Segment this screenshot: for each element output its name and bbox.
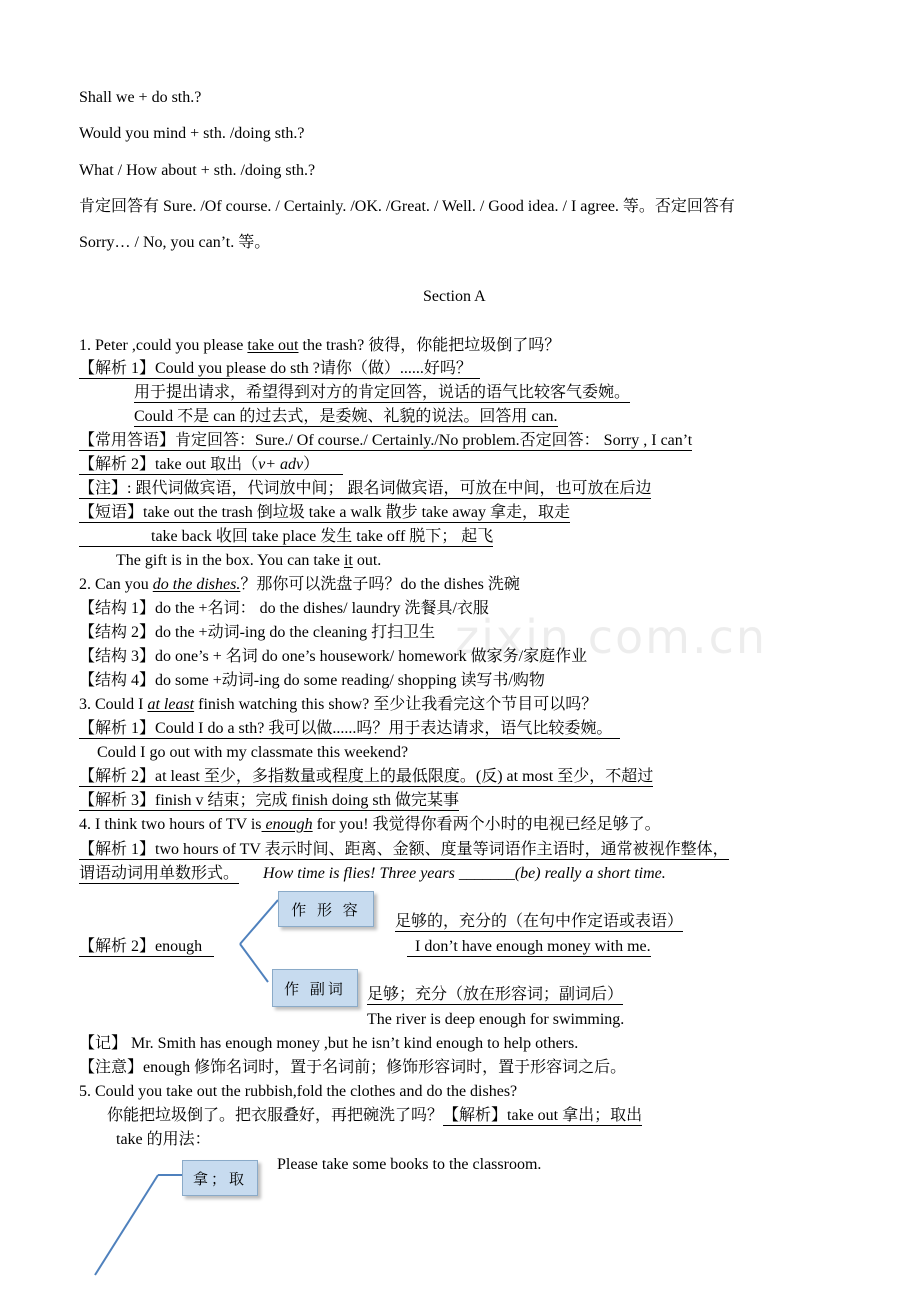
q1-analysis-2-italic: v+ adv — [258, 456, 304, 473]
q1-keyword: take out — [247, 337, 299, 354]
q4-pre: 4. I think two hours of TV is — [79, 816, 262, 833]
q1-analysis-1c-text: Could 不是 can 的过去式，是委婉、礼貌的说法。回答用 can. — [134, 408, 558, 425]
q1-common-answers — [79, 431, 692, 451]
q3-analysis-1-text: 【解析 1】Could I do a sth? 我可以做......吗？用于表达请求，语气比较委婉。 — [79, 720, 613, 737]
q1-note — [79, 479, 651, 499]
q4-memo: 【记】 Mr. Smith has enough money ,but he isn’t kind enough to help others. — [79, 1035, 579, 1052]
q1-analysis-1b — [134, 383, 630, 403]
q2-structure-3: 【结构 3】do one’s + 名词 do one’s housework/ homework 做家务/家庭作业 — [79, 648, 588, 665]
q3-analysis-3 — [79, 791, 459, 811]
intro-line-1: Shall we + do sth.? — [79, 89, 202, 106]
q3-pre: 3. Could I — [79, 696, 148, 713]
q5-take-example: Please take some books to the classroom. — [277, 1156, 542, 1173]
q4-analysis-2 — [79, 937, 214, 957]
q2-structure-2: 【结构 2】do the +动词-ing do the cleaning 打扫卫生 — [79, 624, 436, 641]
q2-pre: 2. Can you — [79, 576, 153, 593]
q4-keyword: enough — [261, 816, 313, 833]
q3-analysis-2-text: 【解析 2】at least 至少，多指数量或程度上的最低限度。(反) at most 至少，不超过 — [79, 768, 654, 785]
take-box: 拿；取 — [182, 1160, 258, 1196]
q3-sentence — [79, 695, 597, 715]
q1-example-pre: The gift is in the box. You can take — [116, 552, 344, 569]
q1-post: the trash? 彼得，你能把垃圾倒了吗？ — [298, 337, 561, 354]
q3-analysis-3-text: 【解析 3】finish v 结束；完成 finish doing sth 做完某事 — [79, 792, 460, 809]
q4-attention: 【注意】enough 修饰名词时，置于名词前；修饰形容词时，置于形容词之后。 — [79, 1059, 627, 1076]
q4-analysis-1b — [79, 864, 666, 884]
q2-post: ？那你可以洗盘子吗？do the dishes 洗碗 — [240, 576, 520, 593]
q1-analysis-1-text: 【解析 1】Could you please do sth ?请你（做）......好吗？ — [79, 360, 472, 377]
q4-analysis-1b-text: 谓语动词用单数形式。 — [79, 865, 240, 882]
q3-example: Could I go out with my classmate this weekend? — [97, 744, 409, 761]
q4-analysis-1-example: How time is flies! Three years _______(be) really a short time. — [263, 865, 666, 882]
q5-sentence: 5. Could you take out the rubbish,fold the clothes and do the dishes? — [79, 1083, 518, 1100]
q1-common-answers-text: 【常用答语】肯定回答：Sure./ Of course./ Certainly./No problem.否定回答： Sorry , I can’t — [79, 432, 693, 449]
q4-adj-definition-text: 足够的，充分的（在句中作定语或表语） — [395, 913, 684, 930]
q4-analysis-2-text: 【解析 2】enough — [79, 938, 203, 955]
connector-line-take-diag — [95, 1175, 158, 1275]
q1-analysis-1 — [79, 359, 480, 379]
q1-phrases-2 — [79, 527, 493, 547]
q1-analysis-1c — [134, 407, 558, 427]
q1-example-keyword: it — [343, 552, 353, 569]
q2-keyword: do the dishes. — [152, 576, 241, 593]
q4-analysis-1a-text: 【解析 1】two hours of TV 表示时间、距离、金额、度量等词语作主语时，通常被视作整体， — [79, 841, 729, 858]
q4-adv-example: The river is deep enough for swimming. — [367, 1011, 625, 1028]
q4-sentence — [79, 815, 661, 835]
adverb-box: 作 副词 — [272, 969, 358, 1007]
q1-analysis-2-pre: 【解析 2】take out 取出（ — [79, 456, 259, 473]
q1-analysis-1b-text: 用于提出请求，希望得到对方的肯定回答，说话的语气比较客气委婉。 — [134, 384, 631, 401]
intro-line-3: What / How about + sth. /doing sth.? — [79, 162, 316, 179]
q1-example — [116, 551, 381, 571]
q1-sentence — [79, 336, 560, 356]
q1-example-post: out. — [352, 552, 382, 569]
q1-phrases-1 — [79, 503, 570, 523]
q1-note-text: 【注】: 跟代词做宾语，代词放中间； 跟名词做宾语，可放在中间，也可放在后边 — [79, 480, 652, 497]
q1-analysis-2-post: ） — [303, 456, 320, 473]
intro-line-5: Sorry… / No, you can’t. 等。 — [79, 234, 271, 251]
connector-line-adj — [240, 900, 278, 944]
q3-post: finish watching this show? 至少让我看完这个节目可以吗？ — [194, 696, 598, 713]
q1-analysis-2 — [79, 455, 343, 475]
q3-analysis-1 — [79, 719, 620, 739]
intro-line-2: Would you mind + sth. /doing sth.? — [79, 125, 305, 142]
q4-adv-definition-text: 足够；充分（放在形容词；副词后） — [367, 986, 624, 1003]
q2-structure-4: 【结构 4】do some +动词-ing do some reading/ shopping 读写书/购物 — [79, 672, 545, 689]
watermark: zixin.com.cn — [455, 610, 768, 664]
q1-phrases-2-text: take back 收回 take place 发生 take off 脱下； 起飞 — [151, 528, 494, 545]
section-title: Section A — [423, 288, 486, 305]
q4-adj-definition — [395, 912, 683, 932]
q4-adv-definition — [367, 985, 623, 1005]
q5-translation-text: 你能把垃圾倒了。把衣服叠好，再把碗洗了吗？ — [107, 1107, 444, 1124]
connector-line-adv — [240, 944, 268, 982]
q4-adj-example — [407, 937, 651, 957]
q5-analysis: 【解析】take out 拿出；取出 — [443, 1107, 643, 1124]
q2-sentence — [79, 575, 520, 595]
q5-translation — [107, 1106, 642, 1126]
q1-phrases-1-text: 【短语】take out the trash 倒垃圾 take a walk 散步 take away 拿走，取走 — [79, 504, 571, 521]
intro-line-4: 肯定回答有 Sure. /Of course. / Certainly. /OK. /Great. / Well. / Good idea. / I agree. 等。否定回答有 — [79, 198, 735, 215]
q4-adj-example-text: I don’t have enough money with me. — [415, 938, 651, 955]
q4-post: for you! 我觉得你看两个小时的电视已经足够了。 — [312, 816, 661, 833]
q4-analysis-1a — [79, 840, 729, 860]
q5-take-usage: take 的用法： — [116, 1131, 211, 1148]
q1-pre: 1. Peter ,could you please — [79, 337, 248, 354]
q3-analysis-2 — [79, 767, 653, 787]
adjective-box: 作 形 容 — [278, 891, 374, 927]
q3-keyword: at least — [147, 696, 195, 713]
q2-structure-1: 【结构 1】do the +名词： do the dishes/ laundry 洗餐具/衣服 — [79, 600, 489, 617]
